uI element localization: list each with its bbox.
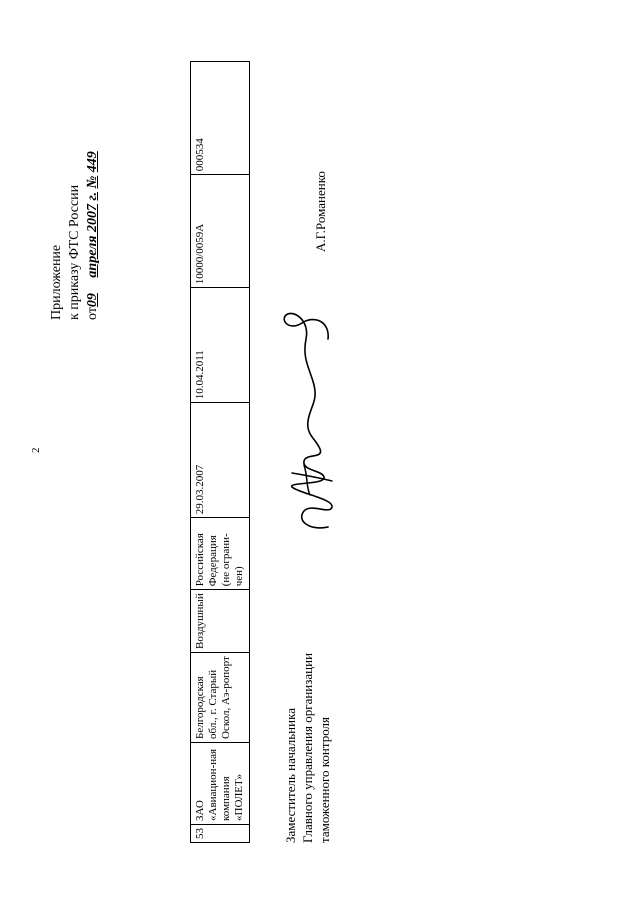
appendix-order-ref: к приказу ФТС России <box>67 184 82 320</box>
order-number: 449 <box>85 151 100 173</box>
cell-transport-type: Воздушный <box>191 590 250 653</box>
handwritten-signature <box>280 295 345 535</box>
table-row <box>191 62 250 843</box>
signatory-name: А.Г.Романенко <box>313 171 328 252</box>
signatory-title <box>282 563 333 843</box>
cell-territory: Российская Федерация (не ограни-чен) <box>191 518 250 590</box>
order-date-prefix: от <box>85 307 100 320</box>
order-day: 09 <box>85 293 100 308</box>
cell-row-number: 53 <box>191 825 250 843</box>
signatory-title-line-3: таможенного контроля <box>317 716 332 843</box>
cell-organization: ЗАО «Авиацион-ная компания «ПОЛЕТ» <box>191 743 250 825</box>
cell-certificate-number: 000534 <box>191 62 250 175</box>
cell-location: Белгородская обл., г. Старый Оскол, Аэ-ропорт <box>191 653 250 743</box>
appendix-order-date-line <box>85 151 100 320</box>
cell-expiry-date: 10.04.2011 <box>191 288 250 403</box>
order-year-suffix: г. <box>85 192 100 201</box>
route-table <box>190 61 250 843</box>
signatory-title-line-2: Главного управления организации <box>300 652 315 843</box>
appendix-header <box>48 20 102 320</box>
order-number-sign: № <box>85 175 100 189</box>
appendix-title: Приложение <box>49 244 64 320</box>
cell-registration-number: 10000/0059А <box>191 175 250 288</box>
page-number: 2 <box>30 447 42 453</box>
cell-issue-date: 29.03.2007 <box>191 403 250 518</box>
signatory-title-line-1: Заместитель начальника <box>283 708 298 843</box>
order-month-year: апреля 2007 <box>85 204 100 278</box>
